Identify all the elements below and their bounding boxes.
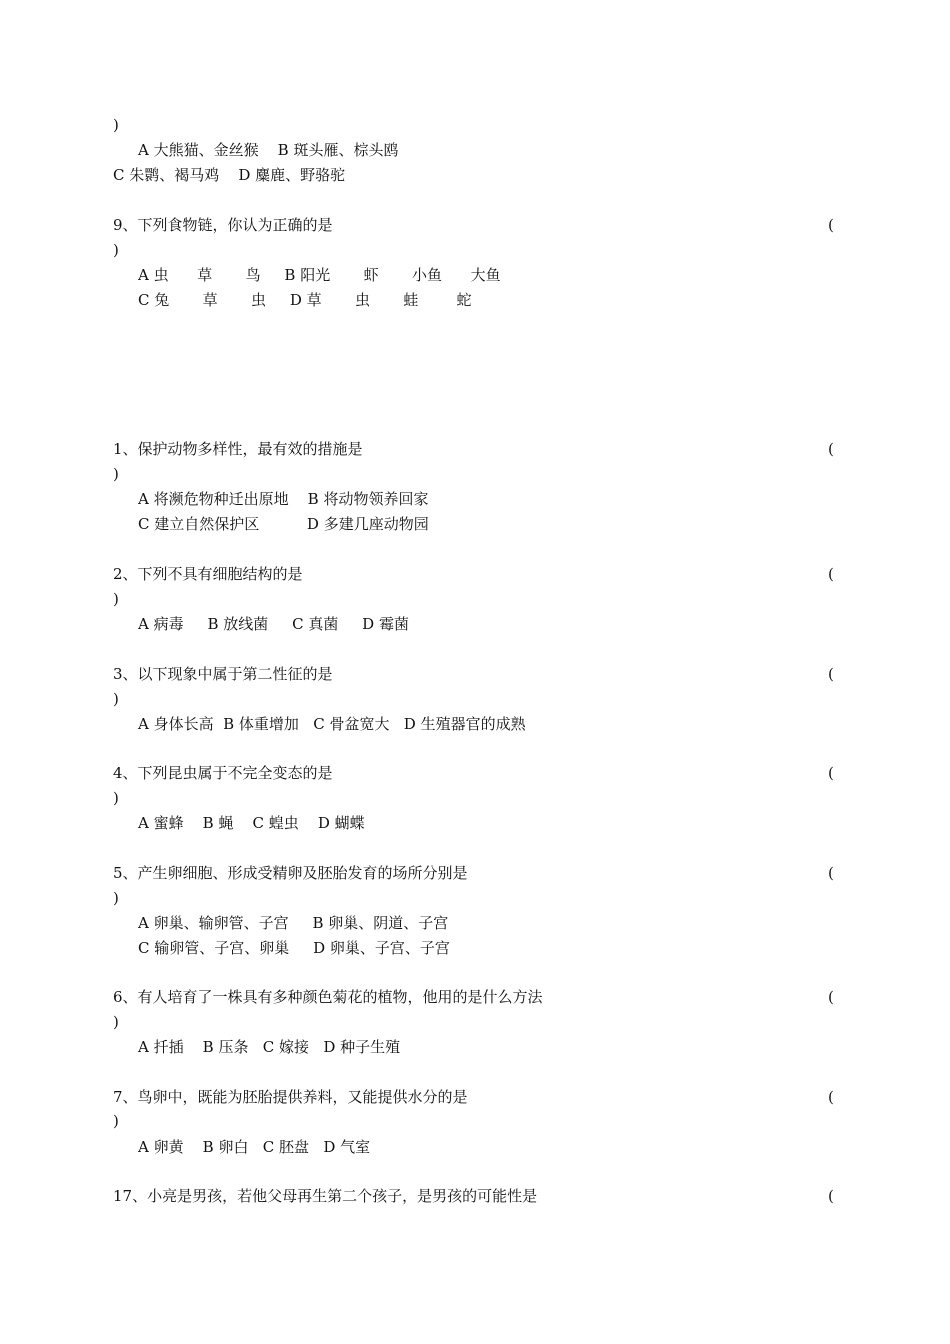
question-1-options-line-1: A 将濒危物种迁出原地 B 将动物领养回家	[138, 490, 429, 508]
question-9-text: 9、下列食物链，你认为正确的是	[113, 216, 333, 234]
question-6-text: 6、有人培育了一株具有多种颜色菊花的植物，他用的是什么方法	[113, 988, 543, 1006]
question-7-open-paren: (	[828, 1088, 834, 1106]
question-6-open-paren: (	[828, 988, 834, 1006]
question-9-options-line-1: A 虫 草 鸟 B 阳光 虾 小鱼 大鱼	[138, 266, 501, 284]
question-4-text: 4、下列昆虫属于不完全变态的是	[113, 764, 333, 782]
prev-options-line-1: A 大熊猫、金丝猴 B 斑头雁、棕头鸥	[138, 141, 399, 159]
question-3-open-paren: (	[828, 665, 834, 683]
question-17-text: 17、小亮是男孩，若他父母再生第二个孩子，是男孩的可能性是	[113, 1187, 538, 1205]
question-7-text: 7、鸟卵中，既能为胚胎提供养料，又能提供水分的是	[113, 1088, 468, 1106]
question-1-options-line-2: C 建立自然保护区 D 多建几座动物园	[138, 515, 429, 533]
question-4-close-paren: )	[113, 789, 119, 807]
question-4-open-paren: (	[828, 764, 834, 782]
question-1-text: 1、保护动物多样性，最有效的措施是	[113, 440, 363, 458]
question-7-options-line-1: A 卵黄 B 卵白 C 胚盘 D 气室	[138, 1138, 371, 1156]
question-1-close-paren: )	[113, 465, 119, 483]
question-6-options-line-1: A 扦插 B 压条 C 嫁接 D 种子生殖	[138, 1038, 401, 1056]
question-3-close-paren: )	[113, 690, 119, 708]
question-6-close-paren: )	[113, 1013, 119, 1031]
question-5-open-paren: (	[828, 864, 834, 882]
question-9-close-paren: )	[113, 241, 119, 259]
question-3-options-line-1: A 身体长高 B 体重增加 C 骨盆宽大 D 生殖器官的成熟	[138, 715, 526, 733]
question-5-options-line-2: C 输卵管、子宫、卵巢 D 卵巢、子宫、子宫	[138, 939, 450, 957]
question-9-options-line-2: C 兔 草 虫 D 草 虫 蛙 蛇	[138, 291, 472, 309]
question-3-text: 3、以下现象中属于第二性征的是	[113, 665, 333, 683]
question-7-close-paren: )	[113, 1112, 119, 1130]
question-2-text: 2、下列不具有细胞结构的是	[113, 565, 303, 583]
question-5-text: 5、产生卵细胞、形成受精卵及胚胎发育的场所分别是	[113, 864, 468, 882]
question-5-options-line-1: A 卵巢、输卵管、子宫 B 卵巢、阴道、子宫	[138, 914, 449, 932]
question-5-close-paren: )	[113, 889, 119, 907]
question-2-close-paren: )	[113, 590, 119, 608]
question-2-open-paren: (	[828, 565, 834, 583]
question-2-options-line-1: A 病毒 B 放线菌 C 真菌 D 霉菌	[138, 615, 409, 633]
question-9-open-paren: (	[828, 216, 834, 234]
question-1-open-paren: (	[828, 440, 834, 458]
question-4-options-line-1: A 蜜蜂 B 蝇 C 蝗虫 D 蝴蝶	[138, 814, 365, 832]
prev-options-line-2: C 朱鹮、褐马鸡 D 麋鹿、野骆驼	[113, 166, 346, 184]
question-17-open-paren: (	[828, 1187, 834, 1205]
prev-close-paren: )	[113, 116, 119, 134]
